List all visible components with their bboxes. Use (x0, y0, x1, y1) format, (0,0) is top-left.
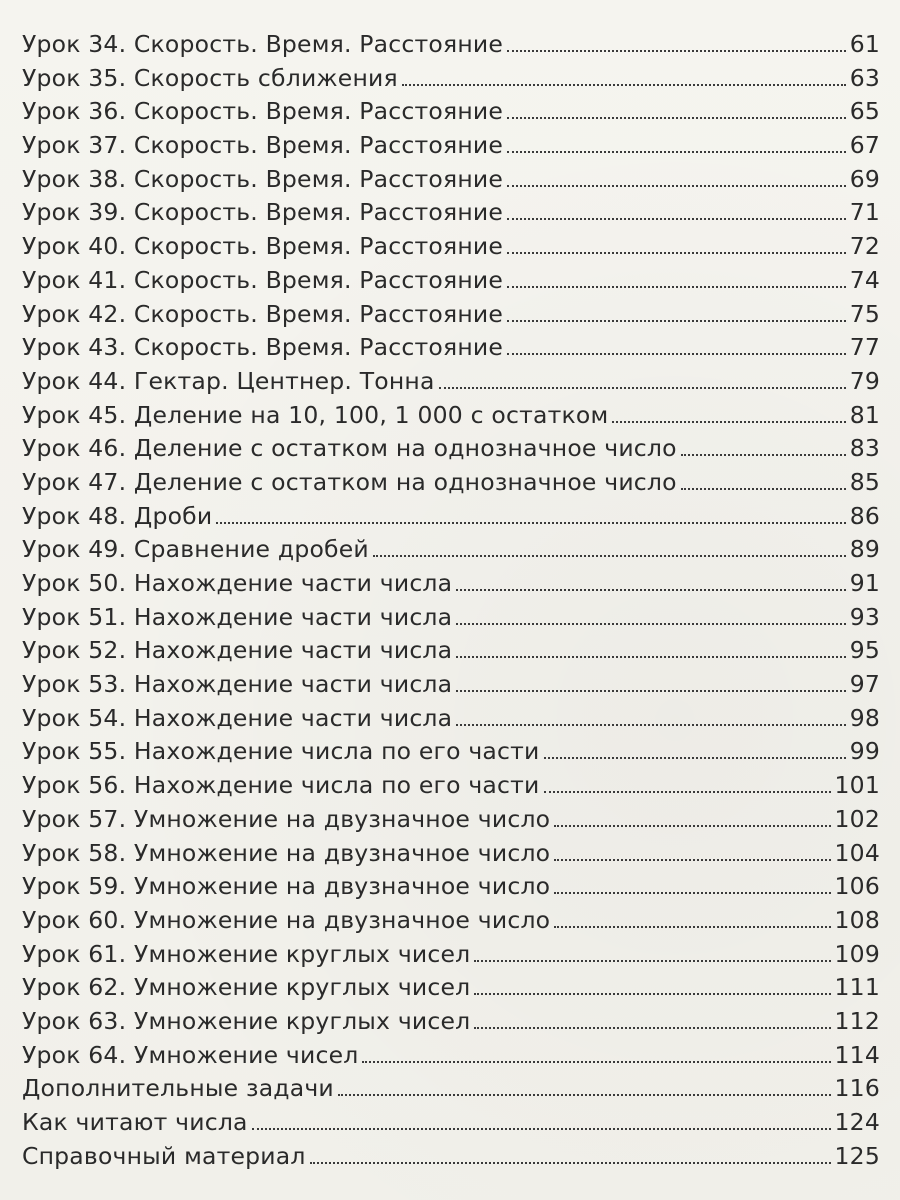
toc-entry-title: Урок 56. Нахождение числа по его части (22, 771, 540, 800)
dot-leader (681, 454, 846, 456)
toc-entry-title: Урок 64. Умножение чисел (22, 1040, 359, 1069)
dot-leader (474, 1027, 830, 1029)
toc-entry (22, 466, 880, 500)
toc-entry-title: Справочный материал (22, 1141, 306, 1170)
toc-entry-title: Урок 57. Умножение на двузначное число (22, 804, 551, 833)
toc-entry (22, 567, 880, 601)
toc-entry (22, 938, 880, 972)
toc-entry-page-number: 95 (849, 636, 880, 665)
toc-entry (22, 163, 880, 197)
toc-entry (22, 264, 880, 298)
toc-entry (22, 904, 880, 938)
toc-entry (22, 634, 880, 668)
table-of-contents (22, 28, 880, 1173)
toc-entry-title: Урок 60. Умножение на двузначное число (22, 905, 551, 934)
toc-entry-title: Урок 37. Скорость. Время. Расстояние (22, 131, 504, 160)
toc-entry-title: Урок 34. Скорость. Время. Расстояние (22, 30, 504, 58)
toc-entry-title: Урок 41. Скорость. Время. Расстояние (22, 265, 504, 294)
toc-entry (22, 1072, 880, 1106)
toc-entry-page-number: 86 (849, 501, 880, 530)
toc-entry (22, 1005, 880, 1039)
toc-entry-page-number: 91 (849, 569, 880, 597)
toc-entry-page-number: 67 (849, 131, 880, 160)
toc-entry (22, 533, 880, 567)
toc-entry-title: Урок 44. Гектар. Центнер. Тонна (22, 366, 435, 395)
toc-entry-page-number: 77 (849, 333, 880, 362)
dot-leader (554, 859, 830, 861)
dot-leader (612, 421, 845, 423)
dot-leader (554, 825, 830, 827)
dot-leader (474, 993, 830, 995)
toc-entry-title: Урок 35. Скорость сближения (22, 63, 398, 92)
toc-entry-title: Урок 63. Умножение круглых чисел (22, 1006, 471, 1035)
toc-entry-page-number: 63 (849, 63, 880, 92)
dot-leader (507, 218, 846, 220)
toc-entry-title: Урок 59. Умножение на двузначное число (22, 872, 551, 901)
dot-leader (373, 555, 846, 557)
toc-entry-page-number: 81 (849, 400, 880, 429)
toc-entry (22, 837, 880, 871)
toc-entry (22, 500, 880, 534)
toc-entry (22, 870, 880, 904)
toc-entry-page-number: 61 (849, 30, 880, 58)
toc-entry-page-number: 93 (849, 602, 880, 631)
toc-entry-page-number: 104 (834, 838, 880, 867)
toc-entry (22, 62, 880, 96)
dot-leader (456, 589, 845, 591)
toc-entry (22, 230, 880, 264)
dot-leader (456, 623, 845, 625)
toc-entry-title: Урок 48. Дроби (22, 501, 213, 530)
toc-entry-page-number: 102 (834, 804, 880, 833)
dot-leader (507, 286, 846, 288)
toc-entry-title: Как читают числа (22, 1108, 248, 1136)
toc-entry-page-number: 116 (834, 1074, 880, 1103)
toc-entry-title: Урок 55. Нахождение числа по его части (22, 737, 540, 766)
toc-entry-page-number: 112 (834, 1006, 880, 1035)
toc-entry-page-number: 97 (849, 670, 880, 699)
dot-leader (310, 1162, 831, 1164)
toc-entry-page-number: 108 (834, 905, 880, 934)
dot-leader (507, 353, 846, 355)
dot-leader (402, 84, 846, 86)
toc-entry-title: Дополнительные задачи (22, 1074, 334, 1103)
toc-entry-page-number: 69 (849, 164, 880, 193)
toc-entry (22, 1106, 880, 1140)
toc-entry-title: Урок 58. Умножение на двузначное число (22, 838, 551, 867)
toc-entry (22, 735, 880, 769)
dot-leader (507, 252, 846, 254)
toc-entry-page-number: 89 (849, 535, 880, 564)
toc-entry (22, 298, 880, 332)
toc-entry-title: Урок 36. Скорость. Время. Расстояние (22, 97, 504, 126)
toc-entry-page-number: 71 (849, 198, 880, 227)
dot-leader (474, 960, 830, 962)
dot-leader (252, 1128, 831, 1130)
toc-entry (22, 331, 880, 365)
toc-entry (22, 28, 880, 62)
toc-entry-page-number: 83 (849, 434, 880, 463)
toc-entry (22, 601, 880, 635)
toc-entry-title: Урок 40. Скорость. Время. Расстояние (22, 232, 504, 261)
toc-entry (22, 129, 880, 163)
toc-entry-page-number: 106 (834, 872, 880, 901)
toc-entry (22, 1140, 880, 1174)
dot-leader (507, 320, 846, 322)
toc-entry-page-number: 109 (834, 939, 880, 968)
dot-leader (544, 757, 846, 759)
dot-leader (507, 117, 846, 119)
toc-entry (22, 432, 880, 466)
toc-entry (22, 803, 880, 837)
dot-leader (554, 892, 830, 894)
dot-leader (338, 1094, 831, 1096)
dot-leader (456, 690, 845, 692)
toc-entry-title: Урок 45. Деление на 10, 100, 1 000 с остатком (22, 400, 609, 429)
toc-entry-title: Урок 50. Нахождение части числа (22, 569, 453, 597)
toc-entry-page-number: 85 (849, 467, 880, 496)
dot-leader (507, 50, 846, 52)
toc-entry (22, 668, 880, 702)
toc-entry-page-number: 72 (849, 232, 880, 261)
toc-entry-page-number: 75 (849, 299, 880, 328)
toc-entry-title: Урок 38. Скорость. Время. Расстояние (22, 164, 504, 193)
dot-leader (456, 724, 845, 726)
dot-leader (554, 926, 830, 928)
toc-entry-title: Урок 47. Деление с остатком на однозначное число (22, 467, 677, 496)
toc-entry-page-number: 125 (834, 1141, 880, 1170)
toc-entry-title: Урок 52. Нахождение части числа (22, 636, 453, 665)
toc-entry (22, 95, 880, 129)
toc-entry (22, 971, 880, 1005)
toc-entry-title: Урок 51. Нахождение части числа (22, 602, 453, 631)
toc-entry-title: Урок 54. Нахождение части числа (22, 703, 453, 732)
dot-leader (216, 522, 845, 524)
toc-entry-page-number: 98 (849, 703, 880, 732)
toc-entry-page-number: 79 (849, 366, 880, 395)
dot-leader (362, 1061, 830, 1063)
toc-entry-page-number: 124 (834, 1108, 880, 1136)
toc-entry (22, 702, 880, 736)
toc-entry-title: Урок 46. Деление с остатком на однозначное число (22, 434, 677, 463)
toc-entry-page-number: 74 (849, 265, 880, 294)
toc-entry-title: Урок 53. Нахождение части числа (22, 670, 453, 699)
toc-entry (22, 399, 880, 433)
toc-entry-page-number: 65 (849, 97, 880, 126)
toc-entry-title: Урок 61. Умножение круглых чисел (22, 939, 471, 968)
toc-entry-title: Урок 39. Скорость. Время. Расстояние (22, 198, 504, 227)
toc-entry-page-number: 111 (834, 973, 880, 1002)
toc-entry (22, 769, 880, 803)
toc-entry (22, 1039, 880, 1073)
dot-leader (507, 185, 846, 187)
dot-leader (681, 488, 846, 490)
dot-leader (544, 791, 831, 793)
toc-entry-page-number: 114 (834, 1040, 880, 1069)
toc-entry-title: Урок 43. Скорость. Время. Расстояние (22, 333, 504, 362)
dot-leader (456, 656, 845, 658)
toc-entry-title: Урок 62. Умножение круглых чисел (22, 973, 471, 1002)
toc-entry-page-number: 99 (849, 737, 880, 766)
toc-entry-page-number: 101 (834, 771, 880, 800)
toc-entry (22, 196, 880, 230)
dot-leader (439, 387, 846, 389)
toc-entry (22, 365, 880, 399)
toc-entry-title: Урок 49. Сравнение дробей (22, 535, 369, 564)
toc-entry-title: Урок 42. Скорость. Время. Расстояние (22, 299, 504, 328)
dot-leader (507, 151, 846, 153)
